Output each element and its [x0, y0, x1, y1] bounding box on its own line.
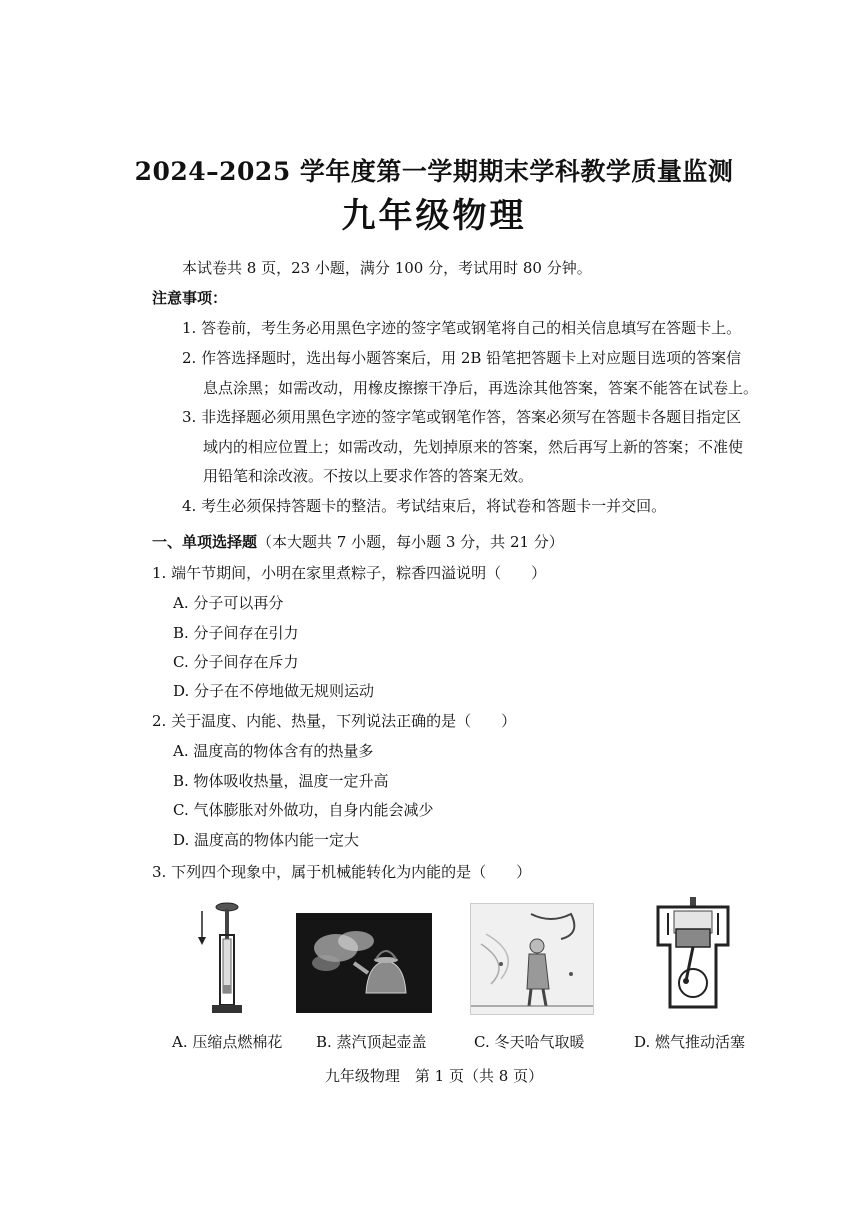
option: C. 冬天哈气取暖 — [474, 1033, 585, 1051]
option: D. 分子在不停地做无规则运动 — [173, 682, 375, 700]
notice-line: 3. 非选择题必须用黑色字迹的签字笔或钢笔作答，答案必须写在答题卡各题目指定区 — [182, 408, 742, 426]
notice-line: 用铅笔和涂改液。不按以上要求作答的答案无效。 — [203, 467, 534, 485]
exam-subject: 九年级物理 — [341, 196, 527, 236]
notice-line: 1. 答卷前，考生务必用黑色字迹的签字笔或钢笔将自己的相关信息填写在答题卡上。 — [182, 319, 742, 337]
option: D. 燃气推动活塞 — [634, 1033, 746, 1051]
page-footer: 九年级物理 第 1 页（共 8 页） — [324, 1067, 544, 1085]
figure-winter-breath — [470, 903, 594, 1015]
option: A. 温度高的物体含有的热量多 — [173, 742, 374, 760]
notice-line: 息点涂黑；如需改动，用橡皮擦擦干净后，再选涂其他答案，答案不能答在试卷上。 — [203, 379, 759, 397]
notice-line: 域内的相应位置上；如需改动，先划掉原来的答案，然后再写上新的答案；不准使 — [203, 438, 744, 456]
intro-text: 本试卷共 8 页，23 小题，满分 100 分，考试用时 80 分钟。 — [182, 259, 592, 277]
notice-line: 4. 考生必须保持答题卡的整洁。考试结束后，将试卷和答题卡一并交回。 — [182, 497, 667, 515]
question-stem: 2. 关于温度、内能、热量，下列说法正确的是（ ） — [152, 712, 517, 730]
option: B. 分子间存在引力 — [173, 624, 299, 642]
question-stem: 1. 端午节期间，小明在家里煮粽子，粽香四溢说明（ ） — [152, 564, 547, 582]
notice-heading: 注意事项： — [152, 289, 228, 307]
notice-line: 2. 作答选择题时，选出每小题答案后，用 2B 铅笔把答题卡上对应题目选项的答案信 — [182, 349, 742, 367]
question-3-figures — [150, 895, 760, 1065]
figure-engine-piston — [638, 895, 748, 1020]
option: A. 分子可以再分 — [173, 594, 284, 612]
option: D. 温度高的物体内能一定大 — [173, 831, 360, 849]
option: C. 分子间存在斥力 — [173, 653, 299, 671]
section-note: （本大题共 7 小题，每小题 3 分，共 21 分） — [257, 533, 564, 551]
exam-title: 2024–2025 学年度第一学期期末学科教学质量监测 — [134, 157, 734, 186]
section-heading — [152, 531, 564, 552]
question-stem: 3. 下列四个现象中，属于机械能转化为内能的是（ ） — [152, 863, 532, 881]
figure-steam-kettle — [296, 913, 432, 1013]
option: B. 蒸汽顶起壶盖 — [316, 1033, 427, 1051]
option: C. 气体膨胀对外做功，自身内能会减少 — [173, 801, 434, 819]
section-title: 一、单项选择题 — [152, 533, 258, 551]
option: A. 压缩点燃棉花 — [172, 1033, 283, 1051]
option: B. 物体吸收热量，温度一定升高 — [173, 772, 389, 790]
